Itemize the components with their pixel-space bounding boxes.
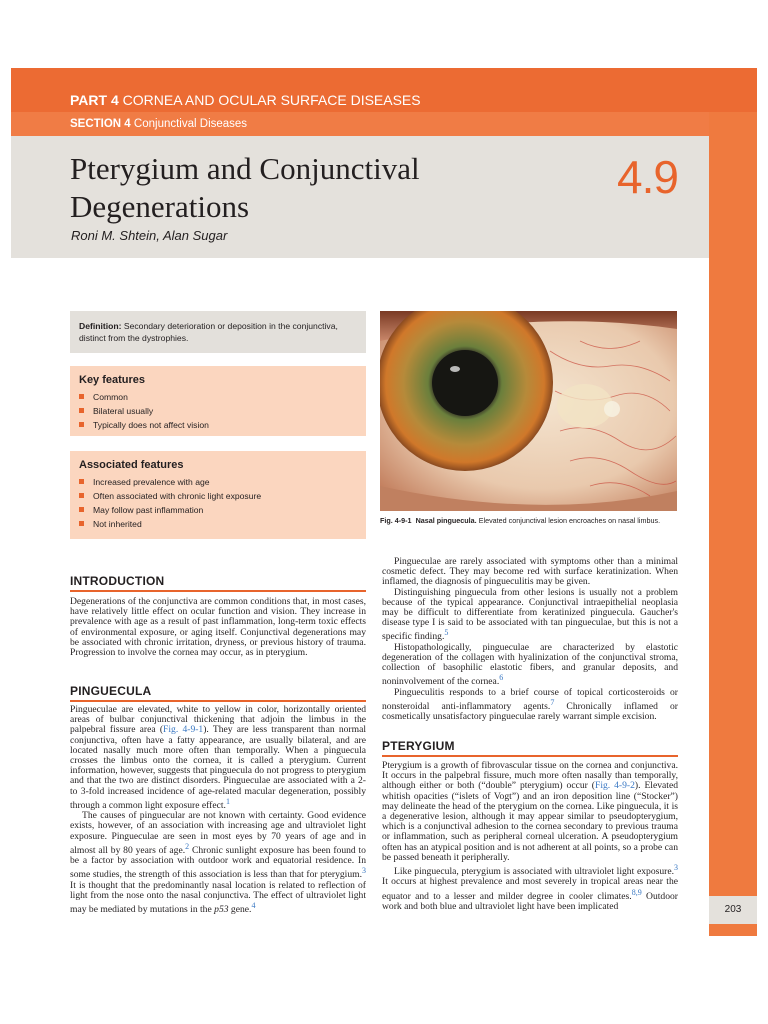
list-item: Often associated with chronic light exposure [79, 489, 366, 503]
associated-features-title: Associated features [79, 459, 184, 471]
heading-rule [70, 700, 366, 702]
figure-reference-link[interactable]: Fig. 4-9-2 [594, 780, 635, 792]
chapter-number: 4.9 [617, 151, 678, 203]
figure-caption: Fig. 4-9-1 Nasal pinguecula. Elevated conjunctival lesion encroaches on nasal limbus. [380, 516, 661, 525]
list-item: Common [79, 390, 366, 404]
key-features-box [70, 366, 366, 436]
part-title: PART 4 CORNEA AND OCULAR SURFACE DISEASES [70, 92, 421, 108]
eye-photo-image [380, 311, 677, 511]
chapter-title: Pterygium and Conjunctival Degenerations [70, 151, 420, 224]
list-item: Not inherited [79, 517, 366, 531]
list-item: May follow past inflammation [79, 503, 366, 517]
chapter-authors: Roni M. Shtein, Alan Sugar [71, 228, 228, 243]
introduction-heading: INTRODUCTION [70, 574, 165, 588]
pterygium-heading: PTERYGIUM [382, 739, 455, 753]
section-title: SECTION 4 Conjunctival Diseases [70, 118, 248, 130]
definition-box [70, 311, 366, 353]
pinguecula-heading: PINGUECULA [70, 684, 152, 698]
list-item: Typically does not affect vision [79, 418, 366, 432]
page-number: 203 [709, 896, 757, 924]
heading-rule [70, 590, 366, 592]
list-item: Bilateral usually [79, 404, 366, 418]
figure-eye-photo [380, 311, 677, 511]
list-item: Increased prevalence with age [79, 475, 366, 489]
key-features-title: Key features [79, 374, 146, 386]
right-margin-bar [709, 112, 757, 936]
definition-text: Secondary deterioration or deposition in the conjunctiva, distinct from the dystrophies. [79, 321, 338, 343]
figure-reference-link[interactable]: Fig. 4-9-1 [163, 724, 204, 736]
definition-label: Definition: [79, 321, 122, 331]
pinguecula-text-continued: Pingueculae are rarely associated with symptoms other than a minimal cosmetic defect. They may become red with surface keratinization. When inflamed, the diagnosis of pingueculitis may be given. Distinguishing pinguecula from other lesions is usually not a problem because of the typical appearance. Conjunctival intraepithelial neoplasia may be difficult to differentiate from keratinized pinguecula. Gaucher's disease type I is said to be associated with tan pingueculae, but this is not a specific finding.$^5$ Histopathologically, pingueculae are characterized by elastotic degeneration of the collagen with hyalinization of the conjunctival stroma, collection of basophilic elastotic fibers, and granular deposits, and noninvolvement of the cornea.$^6$ Pingueculitis responds to a brief course of topical corticosteroids or nonsteroidal anti-inflammatory agents.$^7$ Chronically inflamed or cosmetically unsatisfactory pingueculae rarely warrant simple excision. [382, 556, 678, 723]
introduction-text: Degenerations of the conjunctiva are common conditions that, in most cases, have relatively little effect on ocular function and vision. They increase in prevalence with age as a result of past inflammation, long-term toxic effects of environmental exposure, or aging itself. Conjunctival degenerations may be associated with chronic irritation, dryness, or previous history of trauma. Progression to involve the cornea may occur, as in pterygium. [70, 596, 366, 659]
associated-features-box [70, 451, 366, 539]
heading-rule [382, 755, 678, 757]
pterygium-text: Pterygium is a growth of fibrovascular tissue on the cornea and conjunctiva. It occurs in the palpebral fissure, much more often nasally than temporally, although either or both (“double” pterygium) occur (Fig. 4-9-2). Elevated whitish opacities (“islets of Vogt”) and an iron deposition line (“Stocker”) may delineate the head of the pterygium on the cornea. Like pinguecula, it is a degenerative lesion, although it may appear similar to pseudopterygium, which is a conjunctival adhesion to the cornea secondary to previous trauma or inflammation, such as peripheral corneal ulceration. A pseudopterygium often has an atypical position and is not adherent at all points, so a probe can be passed beneath it peripherally. Like pinguecula, pterygium is associated with ultraviolet light exposure.$^3$ It occurs at highest prevalence and most severely in tropical areas near the equator and to a lesser and milder degree in cooler climates.$^{8,9}$ Outdoor work and both blue and ultraviolet light have been implicated [382, 760, 678, 913]
pinguecula-text: Pingueculae are elevated, white to yellow in color, horizontally oriented areas of bulbar conjunctival thickening that adjoin the limbus in the palpebral fissure area (Fig. 4-9-1). They are less transparent than normal conjunctiva, often have a fatty appearance, are usually bilateral, and are located nasally much more often than temporally. When a pinguecula crosses the limbus onto the cornea, it is called a pterygium. Current information, however, suggests that pinguecula do not progress to pterygium and that the two are distinct disorders. Pingueculae are associated with a 2- to 3-fold increased incidence of age-related macular degeneration, possibly through a common light exposure effect.$^1$ The causes of pinguecular are not known with certainty. Good evidence exists, however, of an association with increasing age and ultraviolet light exposure. Pingueculae are seen in most eyes by 70 years of age and in almost all by 80 years of age.$^2$ Chronic sunlight exposure has been found to be a factor by association with outdoor work and equatorial residence. In some studies, the strength of this association is less than that for pterygium.$^3$ It is thought that the predominantly nasal location is related to reflection of light from the nose onto the nasal conjunctiva. The effect of ultraviolet light may be mediated by mutations in the p53 gene.$^4$ [70, 704, 366, 916]
